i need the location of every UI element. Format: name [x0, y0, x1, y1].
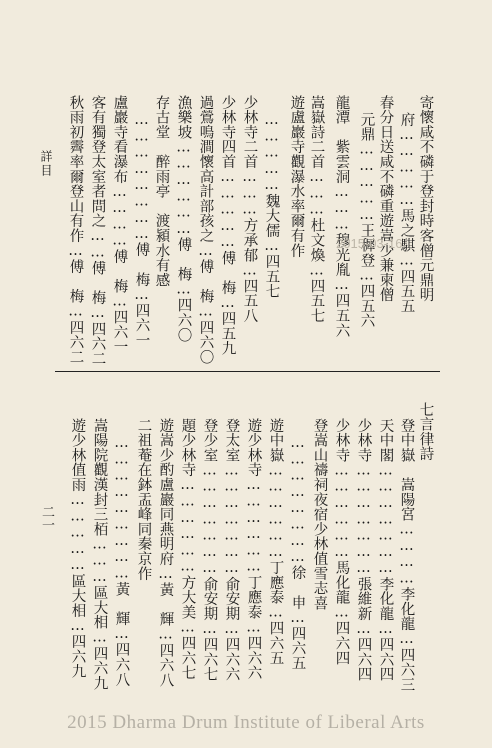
toc-entry-column: ……………魏大儒…四五七 — [263, 112, 280, 299]
toc-entry-column: 嵩嶽詩二首………杜文煥…四五七 — [308, 95, 325, 323]
toc-entry-column: 登太室…………………俞安期…四六六 — [223, 418, 240, 682]
toc-entry-column: 遊少林值雨……………區大相…四六九 — [69, 418, 86, 679]
toc-entry-column: 龍潭 紫雲洞………穆光胤…四五六 — [333, 95, 350, 338]
toc-entry-column: 遊中嶽………………丁應泰…四六五 — [267, 418, 284, 666]
toc-entry-column: 秋雨初霽率爾登山有作…傅 梅…四六二 — [67, 95, 84, 365]
toc-entry-column: 寄懷咸不磷于登封時客僧元鼎明 — [417, 95, 434, 303]
toc-entry-column: 登少室…………………俞安期…四六七 — [201, 418, 218, 682]
toc-entry-column: 天中閣…………………李化龍…四六四 — [377, 418, 394, 682]
toc-entry-column: 過鶯鳴澗懷高計部孩之…傅 梅…四六〇 — [197, 95, 214, 365]
toc-entry-column: 少林寺…………………張維新…四六四 — [355, 418, 372, 682]
toc-entry-column: 遊少林寺………………丁應泰…四六六 — [245, 418, 262, 681]
toc-entry-column: 客有獨登太室者問之……傅 梅…四六二 — [89, 95, 106, 366]
section-divider — [55, 371, 440, 372]
toc-entry-column: 春分日送咸不磷重遊嵩少兼柬僧 — [377, 95, 394, 303]
watermark: 2015 Dharma Drum Institute of Liberal Arts — [67, 712, 425, 733]
toc-entry-column: 遊嵩少酌盧巖同燕明府…黃 輝…四六八 — [157, 418, 174, 688]
toc-entry-column: 少林寺二首………方承郁…四五八 — [241, 95, 258, 323]
toc-entry-column: 漁樂坡………………傅 梅…四六〇 — [175, 95, 192, 343]
toc-entry-column: 元鼎……………王穉登…四五六 — [358, 112, 375, 329]
toc-entry-column: 存古堂 醉雨亭 渡潁水有感 — [153, 95, 170, 288]
toc-entry-column: 題少林寺………………方大美…四六七 — [179, 418, 196, 681]
toc-entry-column: 府……………馬之騏…四五五 — [398, 112, 415, 314]
toc-entry-column: 少林寺………………馬化龍…四六四 — [333, 418, 350, 666]
date-stamp: 2015-03-16 — [336, 236, 403, 251]
page-number: 二一 — [39, 505, 54, 532]
toc-entry-column: 登中嶽 嵩陽宮…………李化龍…四六三 — [398, 418, 415, 692]
toc-entry-column: 遊盧巖寺觀瀑水率爾有作 — [288, 95, 305, 258]
toc-entry-column: 少林寺四首……………傅 梅…四五九 — [219, 95, 236, 356]
toc-entry-column: ………………………黃 輝…四六八 — [113, 435, 130, 687]
header-title: 詳目 — [39, 150, 53, 178]
toc-entry-column: ……………………徐 申…四六五 — [289, 435, 306, 671]
toc-entry-column: 盧巖寺看瀑布…………傅 梅…四六一 — [111, 95, 128, 355]
toc-entry-column: ……………………傅 梅…四六一 — [133, 112, 150, 348]
toc-entry-column: 七言律詩 — [417, 402, 434, 462]
toc-entry-column: 二祖菴在鉢盂峰同秦京作 — [135, 418, 152, 581]
toc-entry-column: 嵩陽院觀漢封三栢………區大相…四六九 — [91, 418, 108, 691]
toc-entry-column: 登嵩山禱祠夜宿少林值雪志喜 — [311, 418, 328, 611]
